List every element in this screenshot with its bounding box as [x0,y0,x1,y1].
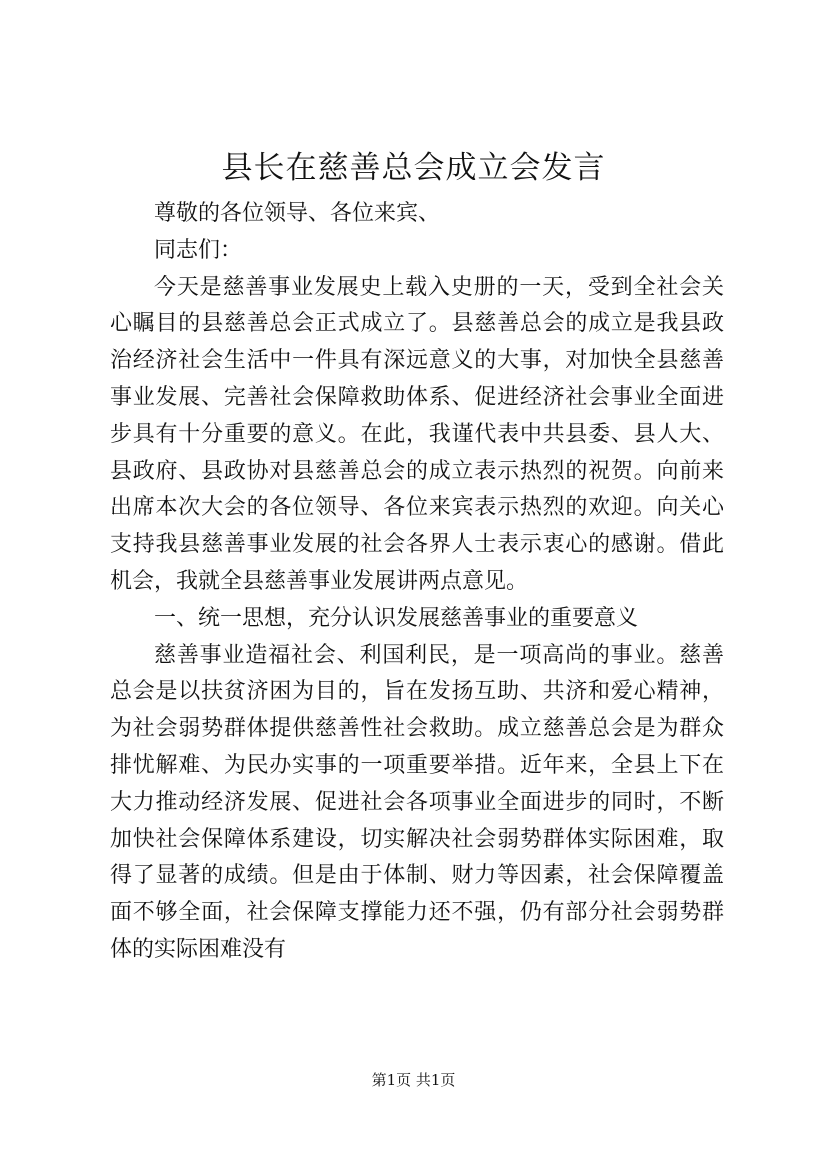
salutation-line-2: 同志们： [154,237,243,263]
page-footer: 第1页 共1页 [371,1071,456,1089]
document-title: 县长在慈善总会成立会发言 [221,150,606,186]
section-heading-1: 一、统一思想，充分认识发展慈善事业的重要意义 [154,605,639,631]
section-1-paragraph: 慈善事业造福社会、利国利民，是一项高尚的事业。慈善总会是以扶贫济困为目的，旨在发扬互助、共济和爱心精神，为社会弱势群体提供慈善性社会救助。成立慈善总会是为群众排忧解难、为民办实事的一项重要举措。近年来，全县上下在大力推动经济发展、促进社会各项事业全面进步的同时，不断加快社会保障体系建设，切实解决社会弱势群体实际困难，取得了显著的成绩。但是由于体制、财力等因素，社会保障覆盖面不够全面，社会保障支撑能力还不强，仍有部分社会弱势群体的实际困难没有 [110,642,724,962]
salutation-line-1: 尊敬的各位领导、各位来宾、 [154,201,441,226]
opening-paragraph: 今天是慈善事业发展史上载入史册的一天，受到全社会关心瞩目的县慈善总会正式成立了。县慈善总会的成立是我县政治经济社会生活中一件具有深远意义的大事，对加快全县慈善事业发展、完善社会保障救助体系、促进经济社会事业全面进步具有十分重要的意义。在此，我谨代表中共县委、县人大、县政府、县政协对县慈善总会的成立表示热烈的祝贺。向前来出席本次大会的各位领导、各位来宾表示热烈的欢迎。向关心支持我县慈善事业发展的社会各界人士表示衷心的感谢。借此机会，我就全县慈善事业发展讲两点意见。 [110,274,724,594]
document-body [110,196,724,969]
